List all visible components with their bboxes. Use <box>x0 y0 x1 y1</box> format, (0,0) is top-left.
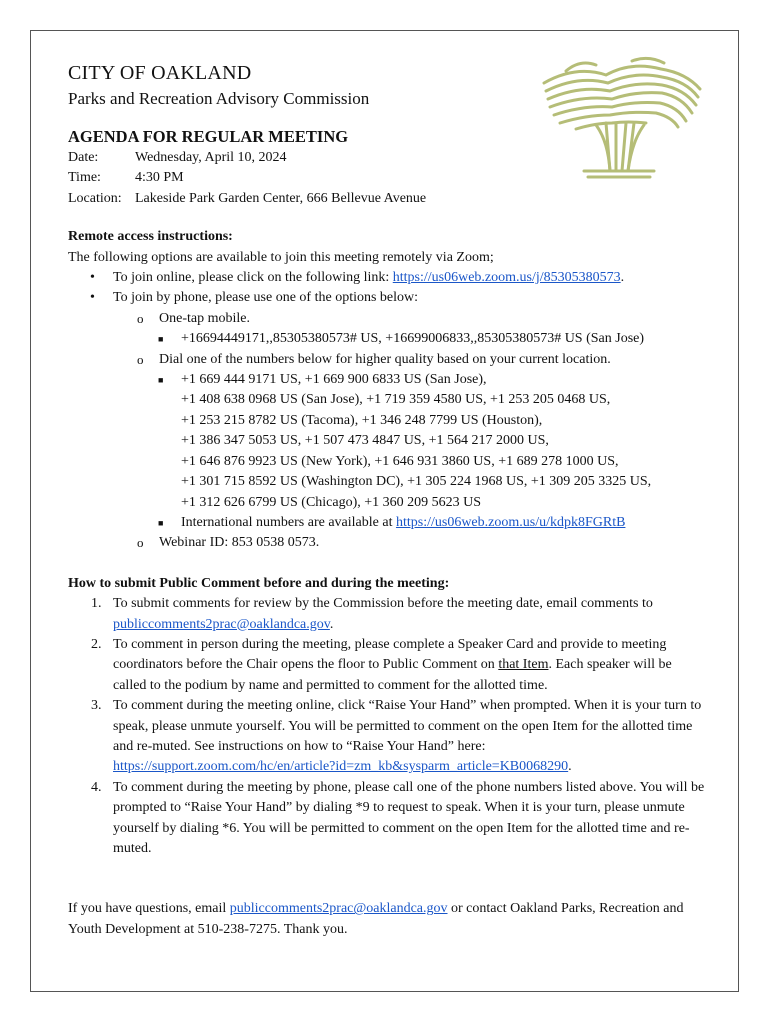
step-4-text: To comment during the meeting by phone, please call one of the phone numbers listed above. You will be prompted to “Raise Your Hand” by dialing *9 to request to speak. When it is your turn, please unmute yourself by dialing *6. You will be permitted to comment on the open Item for the allotted time and re-muted. <box>113 779 705 856</box>
dial-line: +1 408 638 0968 US (San Jose), +1 719 359 4580 US, +1 253 205 0468 US, <box>181 392 611 408</box>
location-label: Location: <box>68 190 122 206</box>
dial-label: Dial one of the numbers below for higher quality based on your current location. <box>159 351 611 367</box>
commission-title: Parks and Recreation Advisory Commission <box>68 89 370 108</box>
step-number: 1. <box>91 596 102 612</box>
zoom-meeting-link[interactable]: https://us06web.zoom.us/j/85305380573 <box>392 270 621 286</box>
time-value: 4:30 PM <box>135 170 184 186</box>
location-row <box>68 189 708 209</box>
public-comment-list <box>68 594 708 859</box>
step-3-end: . <box>568 759 572 775</box>
international-numbers-link[interactable]: https://us06web.zoom.us/u/kdpk8FGRtB <box>395 514 626 530</box>
footer-contact <box>68 899 708 940</box>
step-1-end: . <box>329 616 334 632</box>
footer-email-link[interactable]: publiccomments2prac@oaklandca.gov <box>229 901 448 917</box>
agenda-title: AGENDA FOR REGULAR MEETING <box>68 127 349 146</box>
step-2-text-a: To comment in person during the meeting, please complete a Speaker Card and provide to meeting coordinators before the Chair opens the floor to Public Comment on <box>113 636 667 673</box>
time-label: Time: <box>68 170 101 186</box>
step-3-text: To comment during the meeting online, click “Raise Your Hand” when prompted. When it is your turn to speak, please unmute yourself. You will be permitted to comment on the open Item for the allotted time and re-muted. See instructions on how to “Raise Your Hand” here: <box>113 698 702 754</box>
dial-line: +1 669 444 9171 US, +1 669 900 6833 US (San Jose), <box>181 372 487 388</box>
intl-text: International numbers are available at <box>181 514 396 530</box>
onetap-label: One-tap mobile. <box>159 310 250 326</box>
circle-bullet-icon: o <box>137 310 144 326</box>
location-value: Lakeside Park Garden Center, 666 Bellevue Avenue <box>135 190 427 206</box>
square-bullet-icon: ■ <box>158 334 164 345</box>
onetap-item <box>68 309 708 329</box>
dial-line: +1 301 715 8592 US (Washington DC), +1 305 224 1968 US, +1 309 205 3325 US, <box>181 474 652 490</box>
bullet-icon: • <box>90 290 95 306</box>
circle-bullet-icon: o <box>137 535 144 551</box>
city-title: CITY OF OAKLAND <box>68 62 252 84</box>
step-number: 4. <box>91 779 102 795</box>
remote-options-list <box>68 268 708 554</box>
comment-step-2 <box>68 635 708 696</box>
comment-step-1 <box>68 594 708 635</box>
remote-heading: Remote access instructions: <box>68 229 233 245</box>
remote-intro: The following options are available to join this meeting remotely via Zoom; <box>68 249 494 265</box>
step-2-text-b: . Each speaker will be called to the podium by name and permitted to comment for the allotted time. <box>113 657 672 693</box>
public-comments-email-link[interactable]: publiccomments2prac@oaklandca.gov <box>113 616 330 632</box>
dial-item <box>68 350 708 370</box>
step-1-text: To submit comments for review by the Commission before the meeting date, email comments to <box>113 596 653 612</box>
square-bullet-icon: ■ <box>158 375 164 386</box>
comment-step-4 <box>68 778 708 860</box>
comment-step-3 <box>68 696 708 778</box>
zoom-raise-hand-help-link[interactable]: https://support.zoom.com/hc/en/article?id=zm_kb&sysparm_article=KB0068290 <box>113 759 569 775</box>
intl-numbers-item <box>68 513 708 533</box>
onetap-numbers: +16694449171,,85305380573# US, +16699006833,,85305380573# US (San Jose) <box>181 331 645 347</box>
footer-text-a: If you have questions, email <box>68 901 230 917</box>
dial-line: +1 646 876 9923 US (New York), +1 646 931 3860 US, +1 689 278 1000 US, <box>181 453 619 469</box>
onetap-numbers-item <box>68 329 708 349</box>
public-comment-heading: How to submit Public Comment before and during the meeting: <box>68 575 450 591</box>
join-online-item <box>68 268 708 288</box>
join-phone-item <box>68 288 708 308</box>
dial-numbers-item <box>68 370 708 513</box>
document-content <box>68 61 708 940</box>
date-label: Date: <box>68 150 99 165</box>
document-page <box>30 30 739 992</box>
footer-text-b: or contact Oakland Parks, Recreation and Youth Development at 510-238-7275. Thank you. <box>68 901 684 937</box>
circle-bullet-icon: o <box>137 351 144 367</box>
step-number: 3. <box>91 698 102 714</box>
join-online-end: . <box>620 270 625 286</box>
square-bullet-icon: ■ <box>158 517 164 528</box>
dial-line: +1 253 215 8782 US (Tacoma), +1 346 248 7799 US (Houston), <box>181 412 543 428</box>
webinar-item <box>68 533 708 553</box>
oak-tree-logo-icon <box>536 53 706 183</box>
dial-line: +1 312 626 6799 US (Chicago), +1 360 209 5623 US <box>181 494 482 510</box>
join-phone-text: To join by phone, please use one of the options below: <box>113 290 419 306</box>
date-value: Wednesday, April 10, 2024 <box>135 150 287 165</box>
step-2-underlined: that Item <box>498 657 549 673</box>
bullet-icon: • <box>90 270 95 286</box>
step-number: 2. <box>91 636 102 652</box>
join-online-text: To join online, please click on the following link: <box>113 270 393 286</box>
dial-line: +1 386 347 5053 US, +1 507 473 4847 US, +1 564 217 2000 US, <box>181 433 549 449</box>
webinar-id: Webinar ID: 853 0538 0573. <box>159 535 320 551</box>
